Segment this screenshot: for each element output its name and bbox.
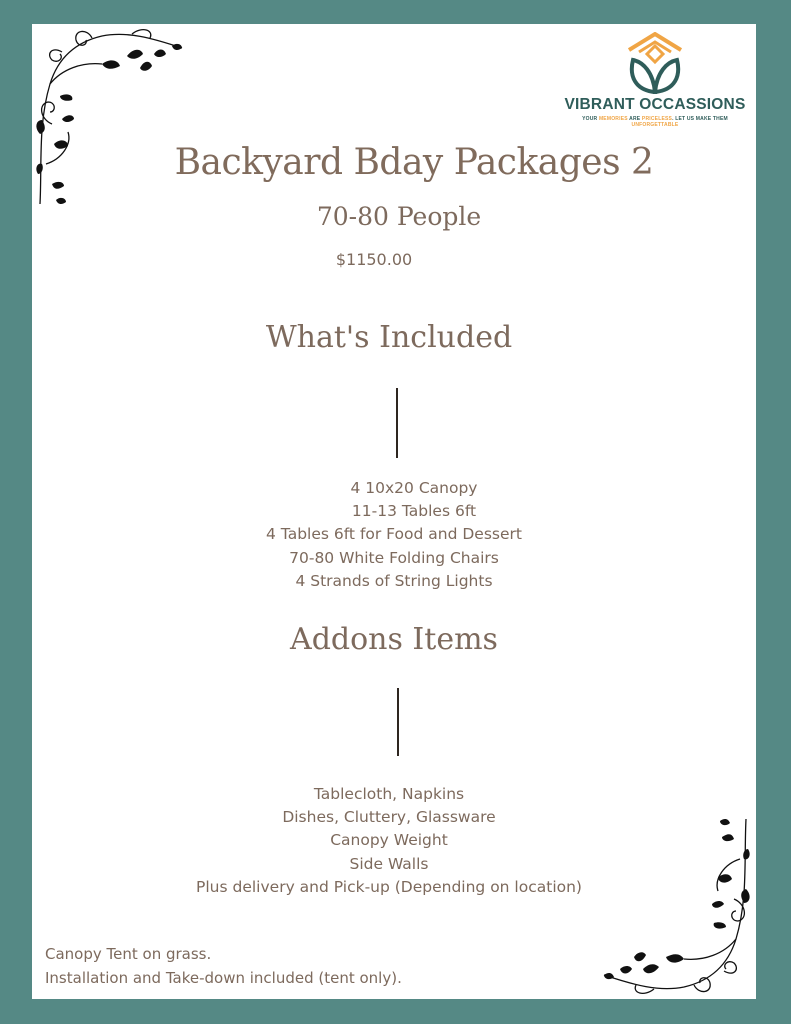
tagline-highlight: PRICELESS xyxy=(641,116,673,122)
list-item: 4 10x20 Canopy xyxy=(350,479,478,497)
list-item: Canopy Weight xyxy=(330,831,448,850)
tagline-highlight: MEMORIES xyxy=(598,116,628,122)
list-item: 70-80 White Folding Chairs xyxy=(289,548,499,567)
page-title: Backyard Bday Packages 2 xyxy=(174,142,654,183)
brand-logo xyxy=(560,32,750,127)
house-leaf-icon xyxy=(625,32,685,94)
footer-line: Installation and Take-down included (tent only). xyxy=(45,969,402,987)
list-item: 4 Tables 6ft for Food and Dessert xyxy=(266,525,522,544)
list-item: Tablecloth, Napkins xyxy=(313,785,465,803)
brand-name: VIBRANT OCCASSIONS xyxy=(564,96,746,113)
flyer-page xyxy=(32,24,756,999)
included-list xyxy=(72,477,756,593)
page-subtitle: 70-80 People xyxy=(316,202,482,231)
list-item: Dishes, Cluttery, Glassware xyxy=(282,808,496,827)
included-heading: What's Included xyxy=(265,320,513,355)
list-item: Side Walls xyxy=(349,854,429,873)
brand-tagline xyxy=(560,116,750,128)
list-item: 4 Strands of String Lights xyxy=(295,571,493,590)
addons-list xyxy=(62,783,756,899)
footer-notes xyxy=(45,942,402,990)
list-item: 11-13 Tables 6ft xyxy=(351,502,477,521)
package-price: $1150.00 xyxy=(335,250,413,269)
tagline-text: YOUR xyxy=(582,116,599,122)
list-item: Plus delivery and Pick-up (Depending on location) xyxy=(196,877,582,896)
tagline-text: . LET US MAKE THEM xyxy=(672,116,728,122)
addons-heading: Addons Items xyxy=(290,622,498,657)
addons-divider xyxy=(397,688,399,756)
tagline-text: ARE xyxy=(627,116,642,122)
included-divider xyxy=(396,388,398,458)
footer-line: Canopy Tent on grass. xyxy=(45,945,212,963)
tagline-highlight: UNFORGETTABLE xyxy=(631,122,679,128)
